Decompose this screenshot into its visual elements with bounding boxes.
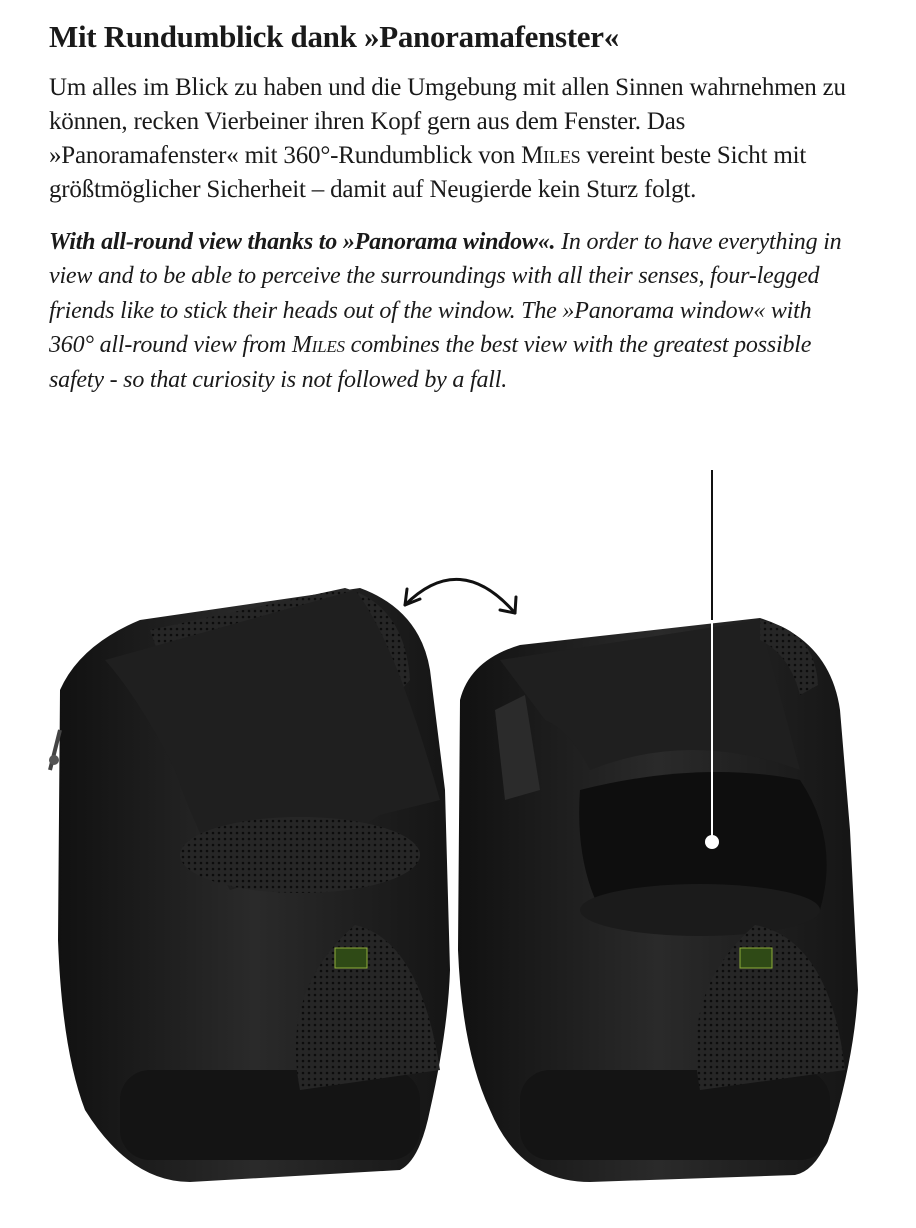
brand-name-en: Miles [291,332,345,359]
bag-open-window [458,618,858,1182]
product-illustration [0,470,916,1228]
german-text-1: Um alles im Blick zu haben und die Umgebung mit allen Sinnen wahrnehmen zu können, recken Vierbeiner ihren Kopf gern aus dem Fenster. Das »Panoramafenster« mit 360°-Rundumblick von [49,73,846,169]
page-title: Mit Rundumblick dank »Panoramafenster« [49,19,619,54]
english-text-2: combines the best view with the greatest possible safety - so that curiosity is not followed by a fall. [49,332,812,393]
article [49,18,859,397]
brand-name: Miles [521,141,581,169]
english-text-1: In order to have everything in view and to be able to perceive the surroundings with all their senses, four-legged friends like to stick their heads out of the window. The »Panorama window« with 360° all-round view from [49,228,842,359]
english-paragraph [49,225,859,398]
rotate-arrow-icon [405,579,516,613]
product-figure [0,470,916,1228]
bag-closed-window [49,588,450,1182]
english-lead: With all-round view thanks to »Panorama window«. [49,228,556,255]
german-text-2: vereint beste Sicht mit größtmöglicher Sicherheit – damit auf Neugierde kein Sturz folgt. [49,141,807,203]
german-paragraph [49,71,859,207]
